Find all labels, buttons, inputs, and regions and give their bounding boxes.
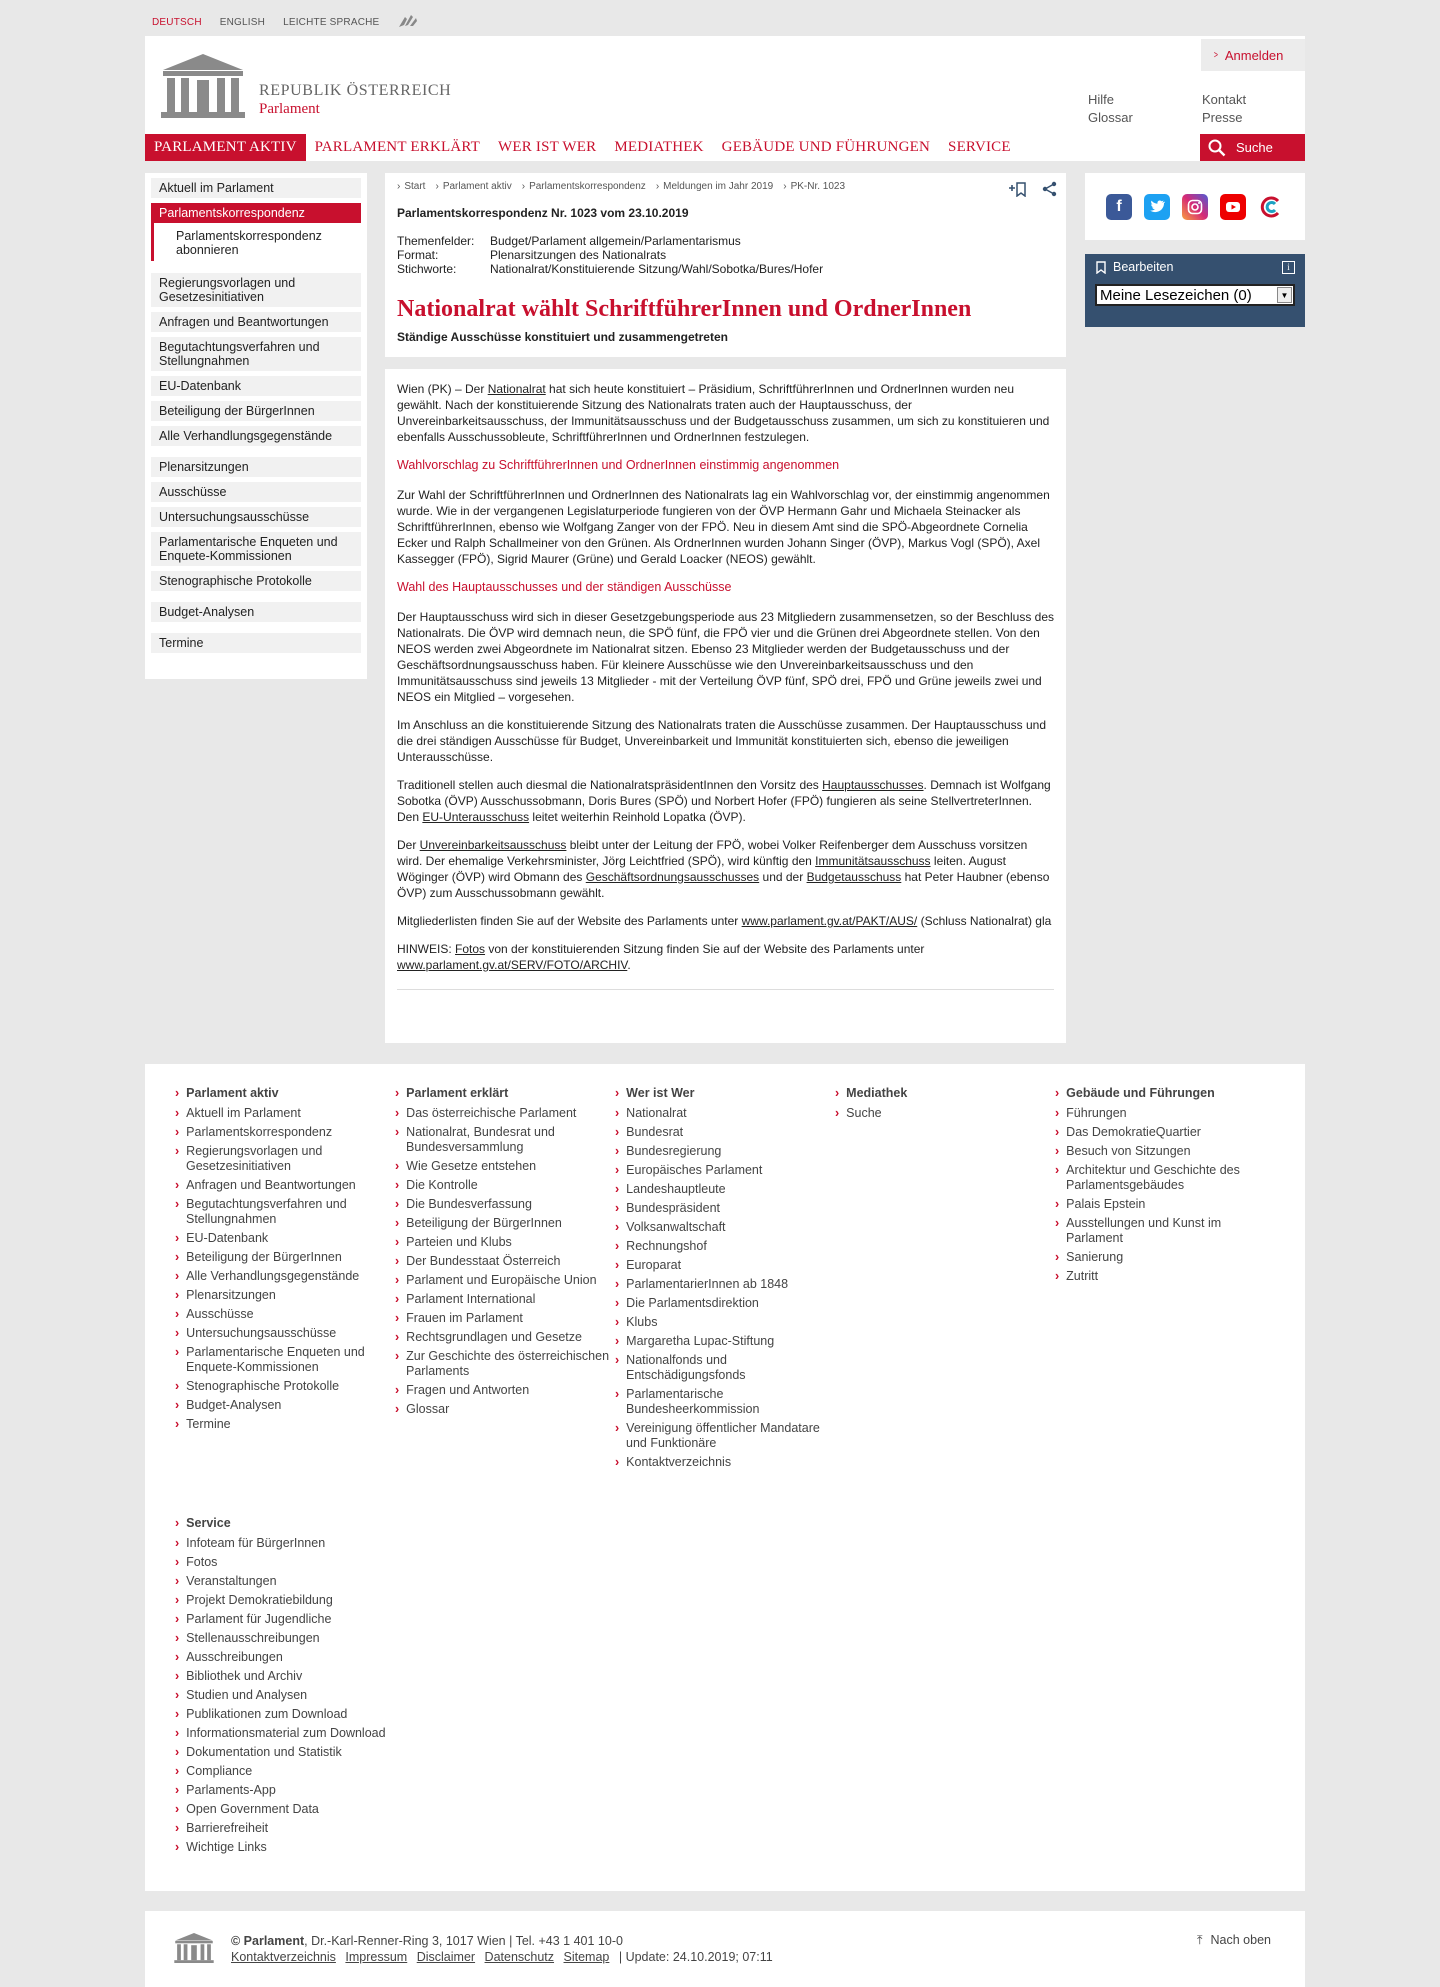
bookmarks-selected: Meine Lesezeichen (0) <box>1100 286 1252 304</box>
link-glossar[interactable]: Glossar <box>1088 110 1133 125</box>
sidebar-item-eu-datenbank[interactable]: EU-Datenbank <box>151 376 361 396</box>
footer-link[interactable]: › Nationalrat <box>615 1106 835 1121</box>
footer-link[interactable]: › Alle Verhandlungsgegenstände <box>175 1269 395 1284</box>
sidebar-item-begutachtung[interactable]: Begutachtungsverfahren und Stellungnahmen <box>151 337 361 371</box>
footer-link[interactable]: › Führungen <box>1055 1106 1275 1121</box>
footer-link[interactable]: › Das österreichische Parlament <box>395 1106 615 1121</box>
sidebar-item-enqueten[interactable]: Parlamentarische Enqueten und Enquete-Kommissionen <box>151 532 361 566</box>
youtube-icon[interactable] <box>1220 194 1246 220</box>
link-unvereinbarkeitsausschuss[interactable]: Unvereinbarkeitsausschuss <box>419 838 567 852</box>
footer-link[interactable]: › Fotos <box>175 1555 399 1570</box>
footer-link[interactable]: › Nationalfonds und Entschädigungsfonds <box>615 1353 835 1383</box>
footer-link[interactable]: › Beteiligung der BürgerInnen <box>395 1216 615 1231</box>
footer-link[interactable]: › Rechnungshof <box>615 1239 835 1254</box>
footer-link[interactable]: › Untersuchungsausschüsse <box>175 1326 395 1341</box>
sidebar-item-untersuchungsausschuesse[interactable]: Untersuchungsausschüsse <box>151 507 361 527</box>
bookmarks-select[interactable] <box>1095 284 1295 306</box>
footer-link[interactable]: › Wichtige Links <box>175 1840 399 1855</box>
address: , Dr.-Karl-Renner-Ring 3, 1017 Wien | Tel. +43 1 401 10-0 <box>304 1934 623 1948</box>
footer-link[interactable]: › Sanierung <box>1055 1250 1275 1265</box>
sidebar-item-termine[interactable]: Termine <box>151 633 361 653</box>
sidebar-item-beteiligung[interactable]: Beteiligung der BürgerInnen <box>151 401 361 421</box>
paragraph: Der Unvereinbarkeitsausschuss bleibt unter der Leitung der FPÖ, wobei Volker Reifenberger dem Ausschuss vorsitzen wird. Der ehemalige Verkehrsminister, Jörg Leichtfried (SPÖ), wird künftig den Immunitätsausschuss leiten. August Wöginger (ÖVP) wird Obmann des Geschäftsordnungsausschusses und der Budgetausschuss hat Peter Haubner (ebenso ÖVP) zum Ausschussobmann gewählt. <box>397 838 1050 900</box>
footer-link[interactable]: › Infoteam für BürgerInnen <box>175 1536 399 1551</box>
article-header <box>385 173 1066 357</box>
meta-key: Themenfelder: <box>397 234 475 248</box>
paragraph: Zur Wahl der SchriftführerInnen und OrdnerInnen des Nationalrats lag ein Wahlvorschlag vor, der einstimmig angenommen wurde. Wie in der vergangenen Legislaturperiode fungieren von der ÖVP Hermann Gahr und Michaela Steinacker als SchriftführerInnen, ebenso wie Wolfgang Zanger von der FPÖ. Neu in diesem Amt sind die SPÖ-Abgeordnete Cornelia Ecker und Ralph Schallmeiner von den Grünen. Als OrdnerInnen wurden Johann Singer (ÖVP), Markus Vogl (SPÖ), Axel Kassegger (FPÖ), Sigrid Maurer (Grüne) und Gerald Loacker (NEOS) gewählt. <box>397 488 1050 566</box>
pk-number: Parlamentskorrespondenz Nr. 1023 vom 23.10.2019 <box>397 206 689 220</box>
footer-link[interactable]: › Glossar <box>395 1402 615 1417</box>
divider <box>397 989 1054 990</box>
footer-heading[interactable]: › Wer ist Wer <box>615 1086 835 1100</box>
bottom-bar <box>145 1911 1305 1987</box>
footer-columns <box>175 1086 1275 1474</box>
sidebar-item-anfragen[interactable]: Anfragen und Beantwortungen <box>151 312 361 332</box>
footer-heading[interactable]: › Service <box>175 1516 399 1530</box>
footer-column <box>1055 1086 1275 1474</box>
footer-link[interactable]: › Aktuell im Parlament <box>175 1106 395 1121</box>
meta-value: Nationalrat/Konstituierende Sitzung/Wahl/Sobotka/Bures/Hofer <box>490 262 824 276</box>
nav-service[interactable]: SERVICE <box>948 139 1011 155</box>
footer-link[interactable]: › Open Government Data <box>175 1802 399 1817</box>
footer-link[interactable]: › Vereinigung öffentlicher Mandatare und Funktionäre <box>615 1421 835 1451</box>
footer-link[interactable]: › Parteien und Klubs <box>395 1235 615 1250</box>
link-datenschutz[interactable]: Datenschutz <box>484 1950 555 1964</box>
footer-link[interactable]: › Budget-Analysen <box>175 1398 395 1413</box>
sidebar-item-budget-analysen[interactable]: Budget-Analysen <box>151 602 361 622</box>
footer-column <box>615 1086 835 1474</box>
footer-link[interactable]: › Parlamentskorrespondenz <box>175 1125 395 1140</box>
nav-mediathek[interactable]: MEDIATHEK <box>614 139 704 155</box>
footer-link[interactable]: › Parlament für Jugendliche <box>175 1612 399 1627</box>
paragraph: Der Hauptausschuss wird sich in dieser Gesetzgebungsperiode aus 23 Mitgliedern zusammensetzen, so der Beschluss des Nationalrats. Die ÖVP wird demnach neun, die SPÖ fünf, die FPÖ vier und die Grünen drei Abgeordnete stellen. Von den NEOS werden zwei Abgeordnete im Nationalrat sitzen. Ebenso 23 Mitglieder werden der Budgetausschuss und der Geschäftsordnungsausschuss haben. Für kleinere Ausschüsse wie den Unvereinbarkeitsausschuss und den Immunitätsausschuss sind jeweils 13 Mitglieder - mit der Verteilung ÖVP fünf, SPÖ drei, FPÖ und Grüne jeweils zwei und NEOS ein Mitglied – vorgesehen. <box>397 610 1055 704</box>
search-button[interactable] <box>1200 134 1305 161</box>
footer-link[interactable]: › Die Bundesverfassung <box>395 1197 615 1212</box>
sidebar-item-ausschuesse[interactable]: Ausschüsse <box>151 482 361 502</box>
meta-key: Stichworte: <box>397 262 457 276</box>
footer-link[interactable]: › Bundesregierung <box>615 1144 835 1159</box>
footer-column-service <box>175 1516 399 1855</box>
imprint-block <box>231 1933 773 1965</box>
footer-link[interactable]: › Stellenausschreibungen <box>175 1631 399 1646</box>
meta-key: Format: <box>397 248 439 262</box>
sidebar <box>145 173 367 679</box>
footer-link[interactable]: › Begutachtungsverfahren und Stellungnahmen <box>175 1197 395 1227</box>
footer-link[interactable]: › Besuch von Sitzungen <box>1055 1144 1275 1159</box>
paragraph: Im Anschluss an die konstituierende Sitzung des Nationalrats traten die Ausschüsse zusammen. Der Hauptausschuss und die drei ständigen Ausschüsse für Budget, Unvereinbarkeit und Immunität konstituierten sich, ebenso die jeweiligen Unterausschüsse. <box>397 718 1047 764</box>
add-bookmark-icon[interactable] <box>1008 181 1028 200</box>
breadcrumb <box>397 181 1054 192</box>
article-meta <box>397 234 1054 276</box>
footer-link[interactable]: › Compliance <box>175 1764 399 1779</box>
search-label: Suche <box>1236 140 1273 155</box>
footer-link[interactable]: › Bibliothek und Archiv <box>175 1669 399 1684</box>
parliament-building-icon <box>159 54 247 118</box>
org-name: © Parlament <box>231 1934 305 1948</box>
chevron-right-icon: > <box>1213 49 1218 61</box>
article-title: Nationalrat wählt SchriftführerInnen und OrdnerInnen <box>397 296 972 322</box>
footer-column <box>395 1086 615 1474</box>
twitter-icon[interactable] <box>1144 194 1170 220</box>
paragraph: Wien (PK) – Der Nationalrat hat sich heute konstituiert – Präsidium, SchriftführerInnen und OrdnerInnen wurden neu gewählt. Nach der konstituierende Sitzung des Nationalrats traten auch der Hauptausschuss, der Unvereinbarkeitsausschuss, der Immunitätsausschuss und der Budgetausschuss zusammen, um sich zu konstituieren und ebenfalls Ausschussobleute, SchriftführerInnen und OrdnerInnen festzulegen. <box>397 382 1050 444</box>
bookmark-panel <box>1085 254 1305 327</box>
nav-parlament-erklaert[interactable]: PARLAMENT ERKLÄRT <box>314 139 481 155</box>
share-icon[interactable] <box>1042 181 1058 200</box>
footer-link[interactable]: › Anfragen und Beantwortungen <box>175 1178 395 1193</box>
footer-link[interactable]: › Rechtsgrundlagen und Gesetze <box>395 1330 615 1345</box>
social-media-links <box>1085 173 1305 240</box>
footer-link[interactable]: › Ausschüsse <box>175 1307 395 1322</box>
section-heading: Wahlvorschlag zu SchriftführerInnen und OrdnerInnen einstimmig angenommen <box>397 458 840 472</box>
footer-link[interactable]: › Bundesrat <box>615 1125 835 1140</box>
link-geschaeftsordnungsausschuss[interactable]: Geschäftsordnungsausschusses <box>585 870 760 884</box>
footer-link[interactable]: › Plenarsitzungen <box>175 1288 395 1303</box>
article-subtitle: Ständige Ausschüsse konstituiert und zusammengetreten <box>397 330 728 344</box>
dropdown-arrow-icon: ▼ <box>1277 287 1292 303</box>
lang-english[interactable]: ENGLISH <box>219 16 266 28</box>
footer-link[interactable]: › Landeshauptleute <box>615 1182 835 1197</box>
logo-subtitle: Parlament <box>259 101 320 117</box>
footer-link[interactable]: › Zur Geschichte des österreichischen Parlaments <box>395 1349 615 1379</box>
sidebar-item-plenarsitzungen[interactable]: Plenarsitzungen <box>151 457 361 477</box>
breadcrumb-parlament-aktiv[interactable]: › Parlament aktiv <box>435 181 511 192</box>
footer-link[interactable]: › Beteiligung der BürgerInnen <box>175 1250 395 1265</box>
footer-link[interactable]: › Dokumentation und Statistik <box>175 1745 399 1760</box>
footer-link[interactable]: › Europäisches Parlament <box>615 1163 835 1178</box>
link-kontakt[interactable]: Kontakt <box>1202 92 1247 107</box>
login-label: Anmelden <box>1224 47 1284 63</box>
language-bar <box>152 14 419 30</box>
lang-deutsch[interactable]: DEUTSCH <box>152 16 202 28</box>
edit-label[interactable]: Bearbeiten <box>1113 260 1174 274</box>
nav-wer-ist-wer[interactable]: WER IST WER <box>498 139 597 155</box>
footer-link[interactable]: › Stenographische Protokolle <box>175 1379 395 1394</box>
info-icon[interactable]: i <box>1282 261 1295 274</box>
link-immunitaetsausschuss[interactable]: Immunitätsausschuss <box>815 854 931 868</box>
footer-column <box>175 1086 395 1474</box>
footer-link[interactable]: › Parlament und Europäische Union <box>395 1273 615 1288</box>
footer-link[interactable]: › Parlamentarische Enqueten und Enquete-Kommissionen <box>175 1345 395 1375</box>
footer-link[interactable]: › Europarat <box>615 1258 835 1273</box>
meta-value: Plenarsitzungen des Nationalrats <box>490 248 667 262</box>
link-hauptausschuss[interactable]: Hauptausschusses <box>822 778 924 792</box>
footer-link[interactable]: › Projekt Demokratiebildung <box>175 1593 399 1608</box>
breadcrumb-current: › PK-Nr. 1023 <box>783 181 845 192</box>
link-hilfe[interactable]: Hilfe <box>1088 92 1115 107</box>
footer-link[interactable]: › Das DemokratieQuartier <box>1055 1125 1275 1140</box>
footer-link[interactable]: › Publikationen zum Download <box>175 1707 399 1722</box>
footer-link[interactable]: › Fragen und Antworten <box>395 1383 615 1398</box>
footer-column <box>835 1086 1055 1474</box>
paragraph: Traditionell stellen auch diesmal die NationalratspräsidentInnen den Vorsitz des Hauptausschusses. Demnach ist Wolfgang Sobotka (ÖVP) Ausschussobmann, Doris Bures (SPÖ) und Norbert Hofer (FPÖ) fungieren als seine StellvertreterInnen. Den EU-Unterausschuss leitet weiterhin Reinhold Lopatka (ÖVP). <box>397 778 1051 824</box>
footer-link[interactable]: › Informationsmaterial zum Download <box>175 1726 399 1741</box>
breadcrumb-meldungen[interactable]: › Meldungen im Jahr 2019 <box>656 181 773 192</box>
footer-link[interactable]: › Nationalrat, Bundesrat und Bundesversammlung <box>395 1125 615 1155</box>
footer-link[interactable]: › Kontaktverzeichnis <box>615 1455 835 1470</box>
breadcrumb-start[interactable]: › Start <box>397 181 425 192</box>
footer-link[interactable]: › Klubs <box>615 1315 835 1330</box>
sidebar-item-verhandlungsgegenstaende[interactable]: Alle Verhandlungsgegenstände <box>151 426 361 446</box>
link-kontaktverzeichnis[interactable]: Kontaktverzeichnis <box>231 1950 336 1964</box>
footer-link[interactable]: › Bundespräsident <box>615 1201 835 1216</box>
lang-leichte-sprache[interactable]: LEICHTE SPRACHE <box>283 16 380 28</box>
footer-link[interactable]: › ParlamentarierInnen ab 1848 <box>615 1277 835 1292</box>
link-eu-unterausschuss[interactable]: EU-Unterausschuss <box>422 810 530 824</box>
footer-link[interactable]: › Zutritt <box>1055 1269 1275 1284</box>
meta-value: Budget/Parlament allgemein/Parlamentarismus <box>490 234 741 248</box>
footer-link[interactable]: › Palais Epstein <box>1055 1197 1275 1212</box>
footer-sitemap <box>145 1064 1305 1891</box>
article-tools <box>1008 181 1058 200</box>
footer-heading[interactable]: › Mediathek <box>835 1086 1055 1100</box>
footer-link[interactable]: › Parlaments-App <box>175 1783 399 1798</box>
bookmark-icon <box>1095 261 1107 274</box>
sidebar-item-regierungsvorlagen[interactable]: Regierungsvorlagen und Gesetzesinitiativen <box>151 273 361 307</box>
footer-link[interactable]: › Termine <box>175 1417 395 1432</box>
footer-link[interactable]: › Wie Gesetze entstehen <box>395 1159 615 1174</box>
footer-link[interactable]: › Die Kontrolle <box>395 1178 615 1193</box>
link-pakt-aus[interactable]: www.parlament.gv.at/PAKT/AUS/ <box>741 914 918 928</box>
footer-link[interactable]: › Ausschreibungen <box>175 1650 399 1665</box>
sidebar-item-parlamentskorrespondenz[interactable]: Parlamentskorrespondenz <box>151 203 361 223</box>
footer-link[interactable]: › Architektur und Geschichte des Parlamentsgebäudes <box>1055 1163 1275 1193</box>
footer-link[interactable]: › Parlament International <box>395 1292 615 1307</box>
login-button[interactable] <box>1201 39 1305 71</box>
footer-link[interactable]: › Suche <box>835 1106 1055 1121</box>
footer-link[interactable]: › Volksanwaltschaft <box>615 1220 835 1235</box>
link-foto-archiv[interactable]: www.parlament.gv.at/SERV/FOTO/ARCHIV <box>397 958 628 972</box>
footer-link[interactable]: › Studien und Analysen <box>175 1688 399 1703</box>
nav-parlament-aktiv[interactable]: PARLAMENT AKTIV <box>145 134 306 161</box>
logo-title: REPUBLIK ÖSTERREICH <box>259 82 452 99</box>
paragraph: Mitgliederlisten finden Sie auf der Website des Parlaments unter www.parlament.gv.at/PAKT/AUS/ (Schluss Nationalrat) gla <box>397 914 1052 928</box>
footer-link[interactable]: › Ausstellungen und Kunst im Parlament <box>1055 1216 1275 1246</box>
footer-heading[interactable]: › Parlament erklärt <box>395 1086 615 1100</box>
back-to-top-label: Nach oben <box>1210 1933 1271 1947</box>
link-sitemap[interactable]: Sitemap <box>563 1950 610 1964</box>
link-fotos[interactable]: Fotos <box>455 942 486 956</box>
paragraph: HINWEIS: Fotos von der konstituierenden Sitzung finden Sie auf der Website des Parlaments unter www.parlament.gv.at/SERV/FOTO/ARCHIV. <box>397 942 925 972</box>
site-header <box>145 36 1305 134</box>
sidebar-item-aktuell[interactable]: Aktuell im Parlament <box>151 178 361 198</box>
link-disclaimer[interactable]: Disclaimer <box>416 1950 476 1964</box>
sidebar-subitem-abonnieren[interactable]: Parlamentskorrespondenz abonnieren <box>151 223 361 261</box>
footer-link[interactable]: › Der Bundesstaat Österreich <box>395 1254 615 1269</box>
back-to-top-button[interactable] <box>1197 1933 1271 1948</box>
sidebar-item-protokolle[interactable]: Stenographische Protokolle <box>151 571 361 591</box>
link-presse[interactable]: Presse <box>1202 110 1243 125</box>
link-budgetausschuss[interactable]: Budgetausschuss <box>806 870 902 884</box>
parliament-app-icon[interactable] <box>1258 194 1284 220</box>
nav-gebaeude-fuehrungen[interactable]: GEBÄUDE UND FÜHRUNGEN <box>721 139 931 155</box>
link-nationalrat[interactable]: Nationalrat <box>487 382 546 396</box>
footer-link[interactable]: › Regierungsvorlagen und Gesetzesinitiativen <box>175 1144 395 1174</box>
footer-link[interactable]: › Parlamentarische Bundesheerkommission <box>615 1387 835 1417</box>
search-icon <box>1208 139 1226 157</box>
footer-link[interactable]: › Frauen im Parlament <box>395 1311 615 1326</box>
footer-heading[interactable]: › Gebäude und Führungen <box>1055 1086 1275 1100</box>
parliament-building-icon <box>173 1933 215 1963</box>
footer-link[interactable]: › EU-Datenbank <box>175 1231 395 1246</box>
main-navigation <box>145 134 1305 161</box>
update-info: | Update: 24.10.2019; 07:11 <box>618 1950 773 1964</box>
footer-link[interactable]: › Barrierefreiheit <box>175 1821 399 1836</box>
parliament-logo[interactable] <box>159 54 451 118</box>
facebook-icon[interactable]: f <box>1106 194 1132 220</box>
footer-link[interactable]: › Veranstaltungen <box>175 1574 399 1589</box>
arrow-up-icon: ⤒ <box>1197 1933 1203 1947</box>
footer-heading[interactable]: › Parlament aktiv <box>175 1086 395 1100</box>
service-links <box>1088 92 1292 125</box>
link-impressum[interactable]: Impressum <box>345 1950 408 1964</box>
breadcrumb-parlamentskorrespondenz[interactable]: › Parlamentskorrespondenz <box>522 181 646 192</box>
footer-link[interactable]: › Margaretha Lupac-Stiftung <box>615 1334 835 1349</box>
footer-link[interactable]: › Die Parlamentsdirektion <box>615 1296 835 1311</box>
sign-language-icon[interactable] <box>397 13 419 32</box>
instagram-icon[interactable] <box>1182 194 1208 220</box>
article-body <box>385 369 1066 1043</box>
section-heading: Wahl des Hauptausschusses und der ständigen Ausschüsse <box>397 580 732 594</box>
